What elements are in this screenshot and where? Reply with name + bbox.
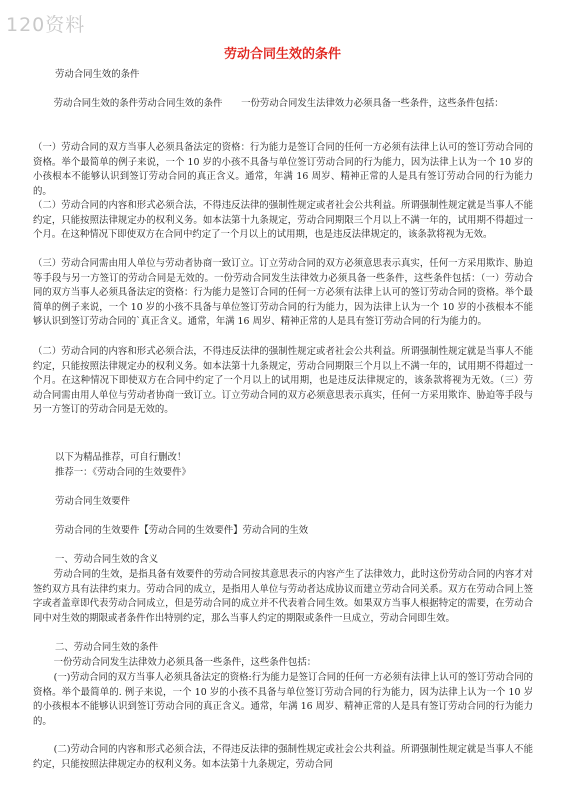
paragraph-conditions-one: (一)劳动合同的双方当事人必须具备法定的资格:行为能力是签订合同的任何一方必须有法律上认可的签订劳动合同的资格。举个最简单的. 例子来说，一个 10 岁的小孩不具备与单位签订劳动合同的行为能力，因为法律上认为一个 10 岁的小孩根本不能够认识到签订劳动合同的真正含义。通常，年满 16 周岁、精神正常的人是具有签订劳动合同的行为能力的。 <box>33 672 533 727</box>
watermark: 120资料 <box>6 14 86 36</box>
heading-conditions: 二、劳动合同生效的条件 <box>55 642 159 653</box>
section-subheading: 劳动合同的生效要件【劳动合同的生效要件】劳动合同的生效 <box>55 525 309 536</box>
recommend-note: 以下为精品推荐，可自行删改！ <box>55 452 187 463</box>
paragraph-qualification: （一）劳动合同的双方当事人必须具备法定的资格：行为能力是签订合同的任何一方必须有法律上认可的签订劳动合同的资格。举个最简单的例子来说，一个 10 岁的小孩不具备与单位签订劳动合同的行为能力，因为法律上认为一个 10 岁的小孩根本不能够认识到签订劳动合同的真正含义。通常，年满 16 周岁、精神正常的人是具有签订劳动合同的行为能力的。 <box>33 142 533 197</box>
subtitle: 劳动合同生效的条件 <box>55 69 140 80</box>
paragraph-content-legal-2: （二）劳动合同的内容和形式必须合法，不得违反法律的强制性规定或者社会公共利益。所谓强制性规定就是当事人不能约定，只能按照法律规定办的权利义务。如本法第十九条规定，劳动合同期限三个月以上不满一年的，试用期不得超过一个月。在这种情况下即使双方在合同中约定了一个月以上的试用期，也是违反法律规定的，该条款将视为无效。（三）劳动合同需由用人单位与劳动者协商一致订立。订立劳动合同的双方必须意思表示真实，任何一方采用欺诈、胁迫等手段与另一方签订的劳动合同是无效的。 <box>33 346 533 415</box>
paragraph-content-legal: （二）劳动合同的内容和形式必须合法，不得违反法律的强制性规定或者社会公共利益。所谓强制性规定就是当事人不能约定，只能按照法律规定办的权利义务。如本法第十九条规定，劳动合同期限三个月以上不满一年的，试用期不得超过一个月。在这种情况下即使双方在合同中约定了一个月以上的试用期，也是违反法律规定的，该条款将视为无效。 <box>33 200 533 240</box>
paragraph-consensus: （三）劳动合同需由用人单位与劳动者协商一致订立。订立劳动合同的双方必须意思表示真实，任何一方采用欺诈、胁迫等手段与另一方签订的劳动合同是无效的。一份劳动合同发生法律效力必须具备一些条件，这些条件包括：（一）劳动合同的双方当事人必须具备法定的资格：行为能力是签订合同的任何一方必须有法律上认可的签订劳动合同的资格。举个最简单的例子来说，一个 10 岁的小孩不具备与单位签订劳动合同的行为能力，因为法律上认为一个 10 岁的小孩根本不能够认识到签订劳动合同的`真正含义。通常，年满 16 周岁、精神正常的人是具有签订劳动合同的行为能力的。 <box>33 258 533 327</box>
intro-paragraph: 劳动合同生效的条件劳动合同生效的条件 一份劳动合同发生法律效力必须具备一些条件，这些条件包括： <box>53 98 504 109</box>
heading-meaning: 一、劳动合同生效的含义 <box>55 554 159 565</box>
recommend-one: 推荐一：《劳动合同的生效要件》 <box>55 467 191 478</box>
paragraph-conditions-intro: 一份劳动合同发生法律效力必须具备一些条件，这些条件包括： <box>53 657 317 668</box>
paragraph-meaning: 劳动合同的生效，是指具备有效要件的劳动合同按其意思表示的内容产生了法律效力，此时这份劳动合同的内容才对签约双方具有法律约束力。劳动合同的成立，是指用人单位与劳动者达成协议而建立劳动合同关系。双方在劳动合同上签字或者盖章即代表劳动合同成立，但是劳动合同的成立并不代表着合同生效。如果双方当事人根据特定的需要，在劳动合同中对生效的期限或者条件作出特别约定，那么当事人约定的期限或条件一旦成立，劳动合同即生效。 <box>33 569 533 624</box>
section-heading: 劳动合同生效要件 <box>55 496 131 507</box>
paragraph-conditions-two: (二)劳动合同的内容和形式必须合法，不得违反法律的强制性规定或社会公共利益。所谓强制性规定就是当事人不能约定，只能按照法律规定办的权利义务。如本法第十九条规定，劳动合同 <box>33 744 533 770</box>
page-title: 劳动合同生效的条件 <box>223 47 341 62</box>
